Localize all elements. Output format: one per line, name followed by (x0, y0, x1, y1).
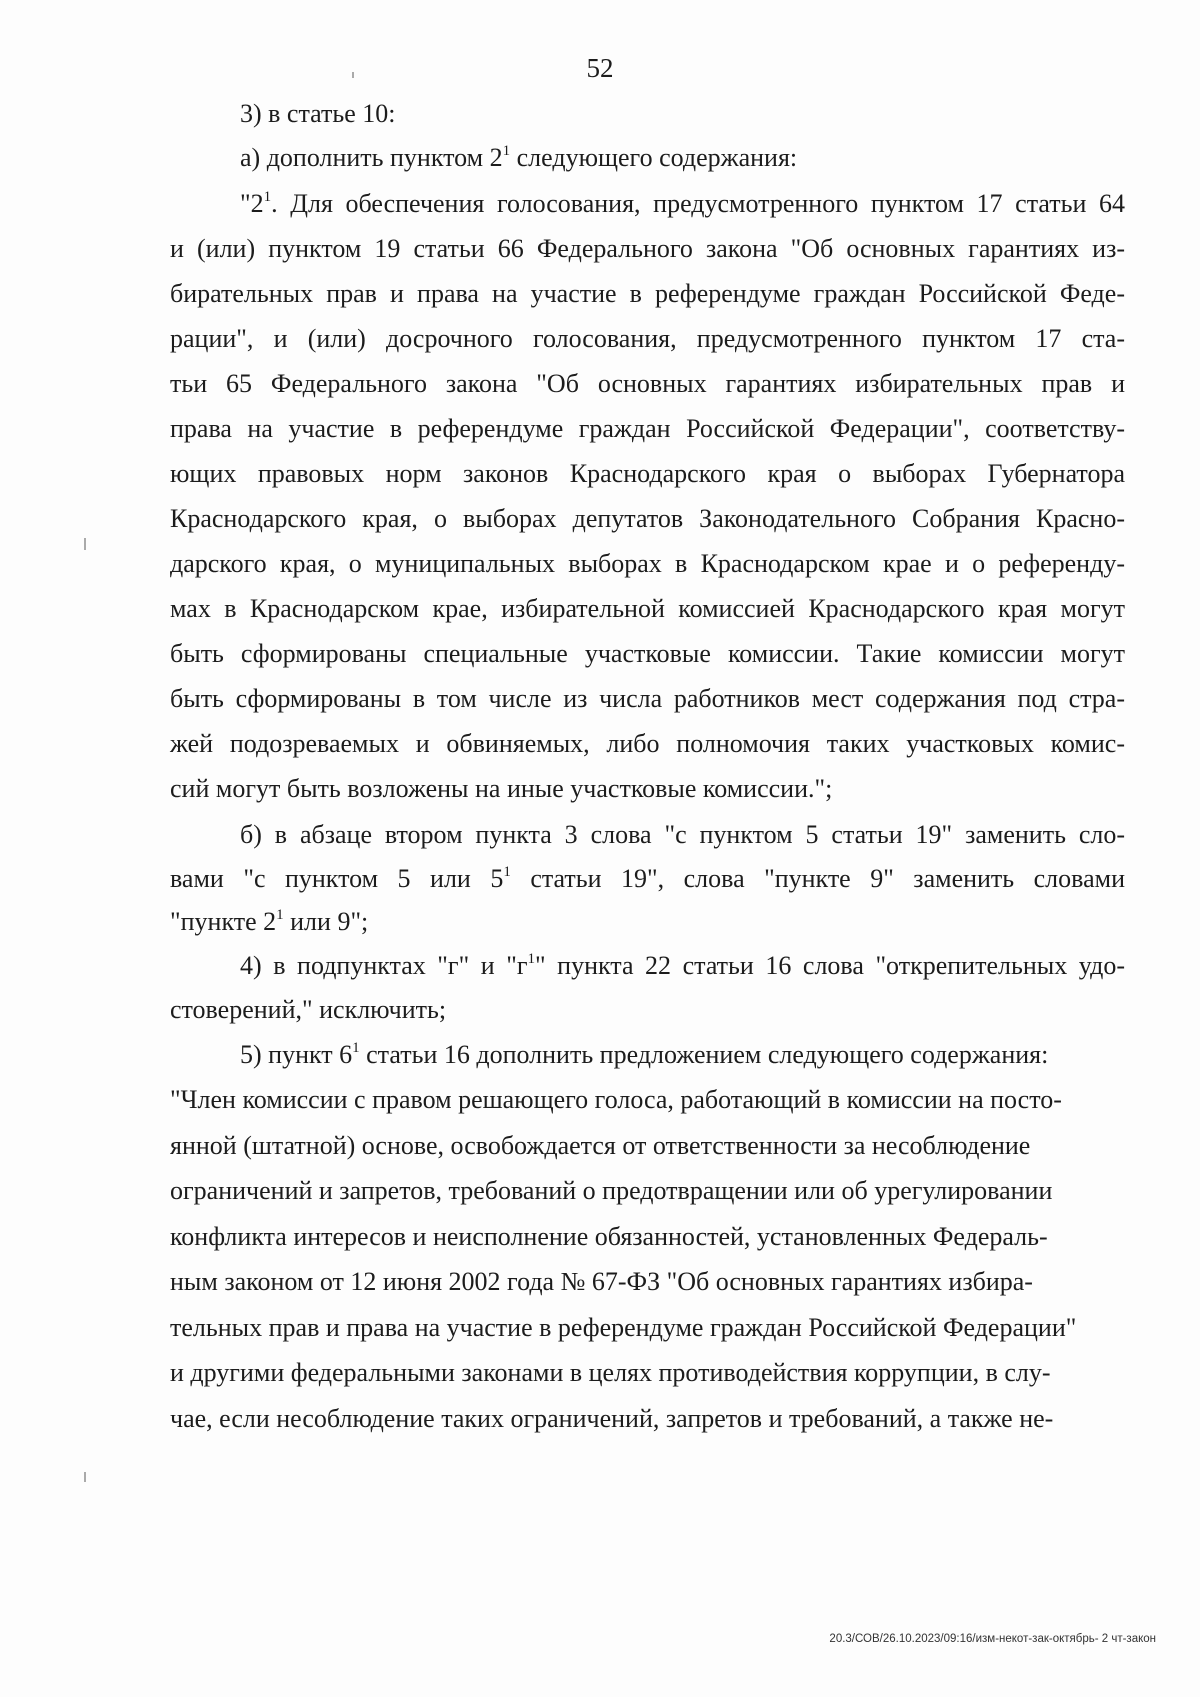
document-body (170, 97, 1125, 1441)
text-segment: статьи 19", слова "пункте 9" заменить словами (510, 863, 1125, 893)
text-line (170, 181, 1125, 226)
text-line: быть сформированы специальные участковые комиссии. Такие комиссии могут (170, 639, 1125, 668)
superscript: 1 (276, 907, 284, 924)
text-line (170, 857, 1125, 901)
text-segment: "2 (240, 189, 264, 218)
text-line: быть сформированы в том числе из числа работников мест содержания под стра- (170, 684, 1125, 713)
text-line: рации", и (или) досрочного голосования, предусмотренного пунктом 17 ста- (170, 324, 1125, 353)
text-line: янной (штатной) основе, освобождается от ответственности за несоблюдение (170, 1130, 1031, 1160)
superscript: 1 (527, 950, 535, 967)
superscript: 1 (263, 189, 272, 206)
text-segment: или 9"; (283, 907, 369, 936)
superscript: 1 (502, 143, 511, 160)
text-line: тьи 65 Федерального закона "Об основных гарантиях избирательных прав и (170, 369, 1125, 398)
text-line: дарского края, о муниципальных выборах в Краснодарском крае и о референду- (170, 549, 1125, 578)
text-line (170, 1032, 1125, 1078)
text-line: Краснодарского края, о выборах депутатов Законодательного Собрания Красно- (170, 504, 1125, 533)
text-line: и (или) пунктом 19 статьи 66 Федерального закона "Об основных гарантиях из- (170, 234, 1125, 263)
text-line: и другими федеральными законами в целях противодействия коррупции, в слу- (170, 1358, 1051, 1387)
text-segment: . Для обеспечения голосования, предусмотренного пунктом 17 статьи 64 (271, 189, 1125, 218)
text-line: ограничений и запретов, требований о предотвращении или об урегулировании (170, 1176, 1053, 1205)
text-line (170, 900, 1125, 944)
text-line: б) в абзаце втором пункта 3 слова "с пунктом 5 статьи 19" заменить сло- (240, 820, 1125, 849)
scan-mark (84, 1472, 86, 1482)
text-line: сий могут быть возложены на иные участковые комиссии."; (170, 774, 833, 803)
text-line: ющих правовых норм законов Краснодарского края о выборах Губернатора (170, 459, 1125, 488)
text-segment: вами "с пунктом 5 или 5 (170, 863, 504, 893)
text-line: бирательных прав и права на участие в референдуме граждан Российской Феде- (170, 279, 1125, 308)
superscript: 1 (352, 1039, 360, 1056)
text-line: чае, если несоблюдение таких ограничений, запретов и требований, а также не- (170, 1403, 1054, 1433)
text-line (170, 944, 1125, 988)
text-line: мах в Краснодарском крае, избирательной комиссией Краснодарского края могут (170, 594, 1125, 623)
text-segment: а) дополнить пунктом 2 (240, 143, 503, 172)
text-segment: "пункте 2 (170, 907, 277, 936)
paragraph-item-a (170, 141, 1125, 175)
text-line: права на участие в референдуме граждан Российской Федерации", соответству- (170, 414, 1125, 443)
paragraph-item-b (170, 813, 1125, 944)
paragraph-article-2-1 (170, 181, 1125, 811)
document-footer: 20.3/СОВ/26.10.2023/09:16/изм-некот-зак-октябрь- 2 чт-закон (829, 1633, 1156, 1645)
text-line: конфликта интересов и неисполнение обязанностей, установленных Федераль- (170, 1221, 1048, 1251)
text-line: 3) в статье 10: (240, 99, 396, 128)
text-line (170, 141, 1125, 175)
text-segment: " пункта 22 статьи 16 слова "открепительных удо- (535, 950, 1125, 980)
text-line: "Член комиссии с правом решающего голоса, работающий в комиссии на посто- (170, 1085, 1062, 1114)
text-line: жей подозреваемых и обвиняемых, либо полномочия таких участковых комис- (170, 729, 1125, 758)
text-segment: статьи 16 дополнить предложением следующего содержания: (359, 1039, 1049, 1069)
text-segment: следующего содержания: (510, 143, 798, 172)
text-line: стоверений," исключить; (170, 994, 447, 1024)
text-line: ным законом от 12 июня 2002 года № 67-ФЗ "Об основных гарантиях избира- (170, 1267, 1033, 1296)
paragraph-item-3 (170, 97, 1125, 131)
text-segment: 4) в подпунктах "г" и "г (240, 950, 528, 980)
page-number: 52 (586, 53, 614, 83)
scan-mark (84, 538, 86, 550)
superscript: 1 (503, 863, 511, 880)
paragraph-item-5 (170, 1032, 1125, 1442)
paragraph-item-4 (170, 944, 1125, 1032)
text-segment: 5) пункт 6 (240, 1039, 353, 1069)
text-line: тельных прав и права на участие в референдуме граждан Российской Федерации" (170, 1312, 1077, 1342)
